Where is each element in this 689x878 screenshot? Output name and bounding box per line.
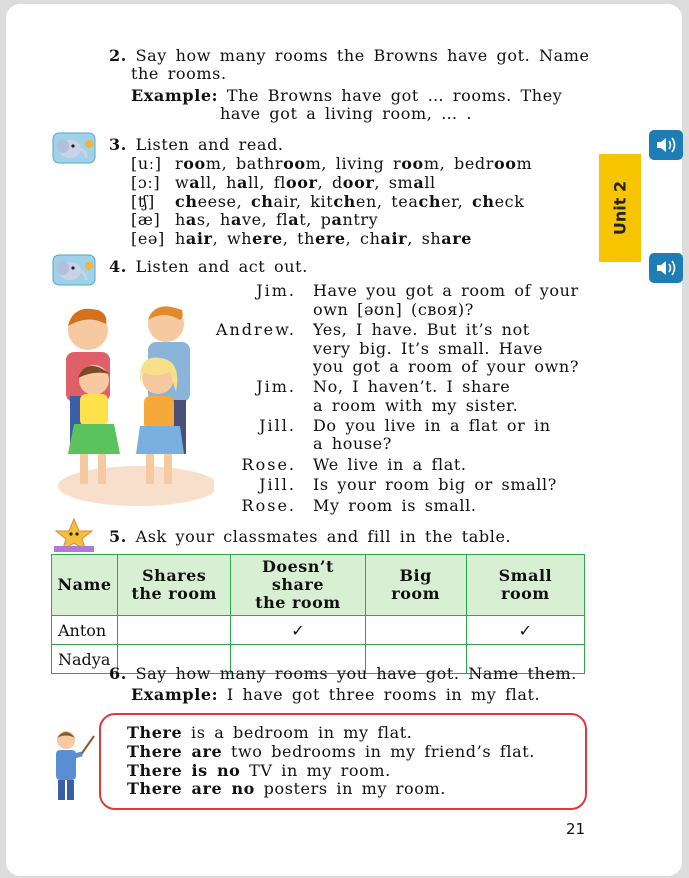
dialog-text: We live in a flat.	[313, 455, 467, 474]
ex2-example-line2: have got a living room, … .	[220, 104, 473, 123]
table-cell[interactable]: ✓	[466, 616, 584, 645]
speaker-icon	[655, 259, 677, 277]
speaker-name: Jim.	[256, 377, 296, 396]
rule-rest: posters in my room.	[254, 779, 446, 798]
rule-line	[127, 761, 391, 780]
phonetic-row	[131, 229, 532, 248]
speaker-name: Jill.	[259, 475, 296, 494]
children-illustration	[48, 296, 214, 508]
rule-bold: There is no	[127, 761, 241, 780]
audio-play-button-ex3[interactable]	[649, 130, 683, 160]
speaker-name: Rose.	[241, 496, 296, 515]
ex3-instruction	[109, 135, 284, 154]
ex6-number: 6.	[109, 664, 127, 683]
phonetic-words: hair, where, there, chair, share	[175, 229, 473, 248]
ex6-example	[131, 685, 540, 704]
rule-rest: is a bedroom in my flat.	[182, 723, 413, 742]
ex3-title: Listen and read.	[135, 135, 284, 154]
phonetic-row	[131, 154, 532, 173]
unit-tab-label: Unit 2	[610, 180, 630, 236]
ex6-line1: Say how many rooms you have got. Name them.	[135, 664, 577, 683]
column-header: Small room	[466, 555, 584, 616]
rule-bold: There	[127, 723, 183, 742]
elephant-listen-icon	[52, 254, 96, 286]
ex5-number: 5.	[109, 527, 127, 546]
dialog-text: own [əʊn] (своя)?	[313, 300, 474, 319]
ex2-number: 2.	[109, 46, 127, 65]
dialog-text: Yes, I have. But it’s not	[313, 320, 530, 339]
rule-line	[127, 742, 535, 761]
speaker-name: Jill.	[259, 416, 296, 435]
ex6-instruction	[109, 664, 577, 683]
speaker-name: Andrew.	[215, 320, 296, 339]
elephant-listen-icon	[52, 132, 96, 164]
unit-tab	[599, 154, 641, 262]
table-header-row	[52, 555, 585, 616]
ipa-symbol: [eə]	[131, 229, 165, 248]
column-header: Name	[52, 555, 118, 616]
ex6-example-label: Example:	[131, 685, 219, 704]
ex2-example-line1: The Browns have got … rooms. They	[226, 86, 563, 105]
ipa-symbol: [ʧ]	[131, 192, 155, 211]
ex5-instruction	[109, 527, 511, 546]
rule-line	[127, 723, 412, 742]
speaker-name: Rose.	[241, 455, 296, 474]
ex6-example-text: I have got three rooms in my flat.	[226, 685, 541, 704]
rule-bold: There are	[127, 742, 223, 761]
star-character-icon	[54, 518, 94, 552]
table-cell[interactable]	[365, 616, 466, 645]
phonetic-row	[131, 173, 532, 192]
ex3-phonetics-list	[131, 154, 532, 248]
rule-rest: TV in my room.	[240, 761, 391, 780]
teacher-illustration	[48, 728, 98, 804]
ex2-example	[131, 86, 562, 105]
table-cell: Nadya	[52, 645, 118, 674]
phonetic-words: room, bathroom, living room, bedroom	[175, 154, 533, 173]
speaker-name: Jim.	[256, 281, 296, 300]
table-cell[interactable]	[118, 616, 231, 645]
column-header: Shares the room	[118, 555, 231, 616]
table-row	[52, 616, 585, 645]
ipa-symbol: [uː]	[131, 154, 162, 173]
phonetic-words: cheese, chair, kitchen, teacher, check	[175, 192, 525, 211]
ex4-number: 4.	[109, 257, 127, 276]
ex2-example-label: Example:	[131, 86, 219, 105]
dialog-text: Have you got a room of your	[313, 281, 579, 300]
dialog-text: Is your room big or small?	[313, 475, 557, 494]
phonetic-row	[131, 192, 532, 210]
ex2-instruction	[109, 46, 590, 65]
dialog-text: a room with my sister.	[313, 396, 519, 415]
dialog-text: Do you live in a flat or in	[313, 416, 551, 435]
rule-line	[127, 779, 446, 798]
page-number: 21	[566, 820, 586, 838]
table-cell: Anton	[52, 616, 118, 645]
column-header: Big room	[365, 555, 466, 616]
rule-rest: two bedrooms in my friend’s flat.	[222, 742, 535, 761]
ex4-instruction	[109, 257, 308, 276]
dialog-text: a house?	[313, 434, 392, 453]
audio-play-button-ex4[interactable]	[649, 253, 683, 283]
classmates-table	[51, 554, 585, 674]
column-header: Doesn’t share the room	[231, 555, 365, 616]
dialog-text: No, I haven’t. I share	[313, 377, 511, 396]
dialog-text: very big. It’s small. Have	[313, 339, 544, 358]
ex4-title: Listen and act out.	[135, 257, 308, 276]
ex3-number: 3.	[109, 135, 127, 154]
ex2-line1: Say how many rooms the Browns have got. Name	[135, 46, 590, 65]
rule-bold: There are no	[127, 779, 255, 798]
table-cell[interactable]: ✓	[231, 616, 365, 645]
dialog-text: My room is small.	[313, 496, 477, 515]
speaker-icon	[655, 136, 677, 154]
ex5-title: Ask your classmates and fill in the table.	[135, 527, 512, 546]
ipa-symbol: [ɔː]	[131, 173, 161, 192]
ipa-symbol: [æ]	[131, 210, 161, 229]
ex2-line2: the rooms.	[131, 64, 227, 83]
dialog-text: you got a room of your own?	[313, 357, 580, 376]
phonetic-row	[131, 210, 532, 229]
phonetic-words: wall, hall, floor, door, small	[175, 173, 436, 192]
phonetic-words: has, have, flat, pantry	[175, 210, 379, 229]
